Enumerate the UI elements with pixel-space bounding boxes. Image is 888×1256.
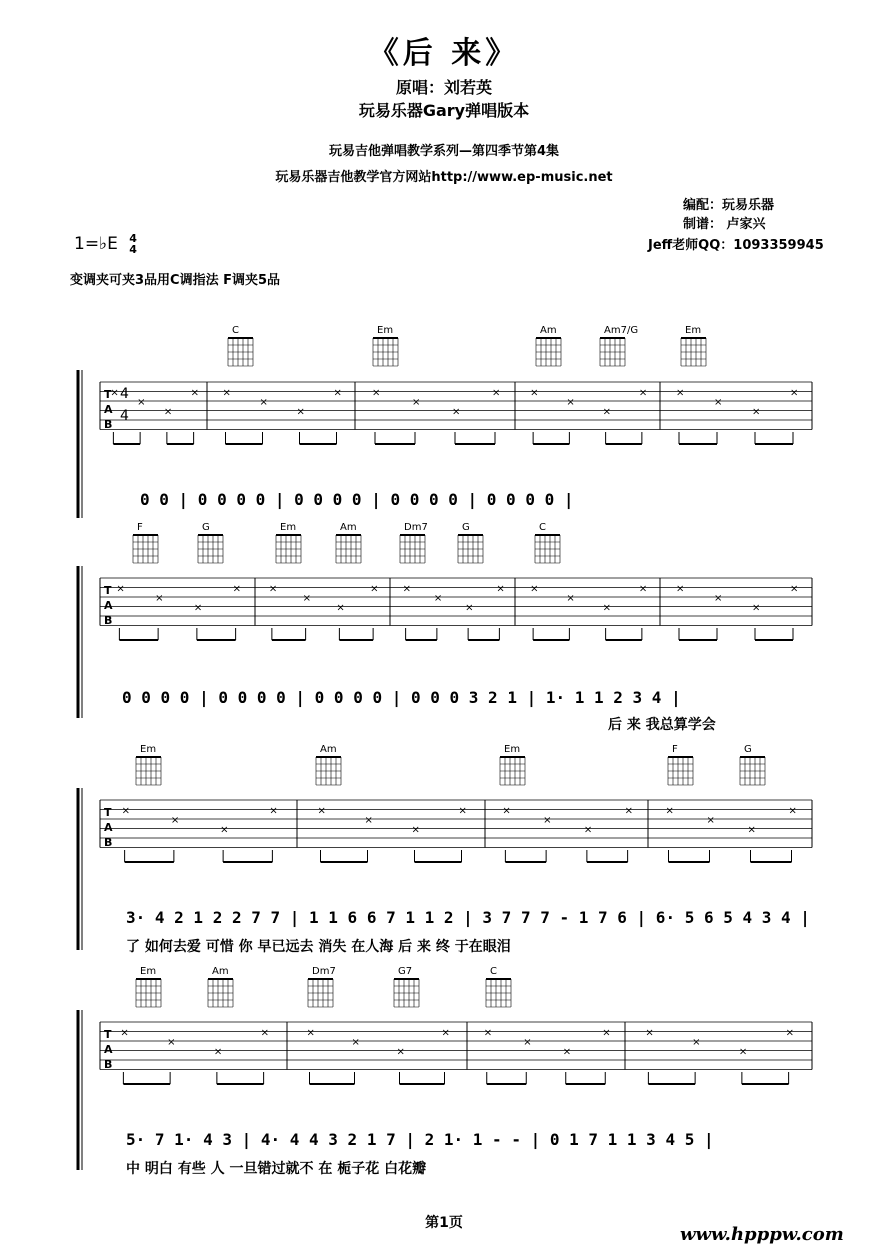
svg-text:×: ×: [530, 387, 539, 399]
teacher-contact: Jeff老师QQ：1093359945: [648, 238, 824, 253]
time-top: 4: [129, 232, 137, 245]
svg-text:×: ×: [566, 593, 575, 604]
svg-text:×: ×: [402, 583, 412, 595]
svg-text:×: ×: [137, 397, 146, 408]
svg-text:Dm7: Dm7: [404, 522, 428, 533]
svg-text:Em: Em: [377, 325, 394, 336]
svg-text:×: ×: [788, 805, 797, 817]
svg-text:Am7/G: Am7/G: [604, 325, 639, 336]
svg-text:×: ×: [502, 805, 511, 817]
svg-text:B: B: [104, 418, 113, 431]
svg-text:×: ×: [170, 815, 180, 826]
svg-text:×: ×: [752, 406, 761, 418]
svg-text:Em: Em: [504, 744, 521, 755]
system-2-numbers: 0 0 0 0 | 0 0 0 0 | 0 0 0 0 | 0 0 0 3 2 1 | 1· 1 1 2 3 4 |: [122, 688, 681, 707]
svg-text:Em: Em: [140, 744, 157, 755]
svg-text:×: ×: [351, 1037, 360, 1048]
svg-text:×: ×: [155, 593, 164, 604]
svg-text:×: ×: [566, 397, 575, 408]
svg-text:×: ×: [543, 815, 552, 826]
svg-text:×: ×: [714, 593, 723, 604]
watermark: www.hpppw.com: [680, 1224, 844, 1245]
svg-text:4: 4: [120, 408, 129, 424]
svg-text:×: ×: [396, 1046, 405, 1058]
svg-text:Am: Am: [540, 325, 557, 336]
svg-text:×: ×: [222, 387, 231, 399]
svg-text:×: ×: [452, 406, 461, 418]
svg-text:T: T: [104, 806, 112, 819]
svg-text:T: T: [104, 388, 112, 401]
svg-text:×: ×: [370, 583, 379, 595]
song-title: 《后 来》: [368, 36, 520, 71]
svg-text:×: ×: [121, 805, 131, 817]
system-3-numbers: 3· 4 2 1 2 2 7 7 | 1 1 6 6 7 1 1 2 | 3 7 7 7 - 1 7 6 | 6· 5 6 5 4 3 4 |: [126, 908, 810, 927]
svg-text:Em: Em: [140, 966, 157, 977]
svg-text:G: G: [462, 522, 470, 533]
svg-text:A: A: [104, 403, 113, 416]
svg-text:×: ×: [562, 1046, 572, 1058]
svg-text:×: ×: [441, 1027, 450, 1039]
svg-text:×: ×: [193, 602, 203, 614]
system-1-numbers: 0 0 | 0 0 0 0 | 0 0 0 0 | 0 0 0 0 | 0 0 0 0 |: [140, 490, 574, 509]
svg-text:×: ×: [120, 1027, 129, 1039]
system-3-lyrics: 了 如何去爱 可惜 你 早已远去 消失 在人海 后 来 终 于在眼泪: [126, 939, 511, 955]
svg-text:C: C: [539, 522, 546, 533]
svg-text:×: ×: [190, 387, 200, 399]
svg-text:×: ×: [269, 805, 278, 817]
svg-text:×: ×: [412, 397, 421, 408]
svg-text:×: ×: [790, 583, 799, 595]
svg-text:Am: Am: [212, 966, 229, 977]
svg-text:Am: Am: [320, 744, 337, 755]
svg-text:×: ×: [259, 397, 268, 408]
svg-text:×: ×: [336, 602, 345, 614]
website-label: 玩易乐器吉他教学官方网站http://www.ep-music.net: [275, 170, 613, 185]
svg-text:B: B: [104, 1058, 113, 1071]
svg-text:×: ×: [676, 583, 685, 595]
svg-text:×: ×: [302, 593, 312, 604]
svg-text:×: ×: [676, 387, 685, 399]
svg-text:×: ×: [213, 1046, 223, 1058]
svg-text:×: ×: [306, 1027, 315, 1039]
svg-text:×: ×: [785, 1027, 795, 1039]
capo-note: 变调夹可夹3品用C调指法 F调夹5品: [70, 273, 281, 288]
svg-text:A: A: [104, 599, 113, 612]
svg-text:T: T: [104, 1028, 112, 1041]
svg-text:×: ×: [523, 1037, 532, 1048]
svg-text:G: G: [744, 744, 752, 755]
svg-text:×: ×: [232, 583, 242, 595]
svg-text:×: ×: [530, 583, 539, 595]
system-4-lyrics: 中 明白 有些 人 一旦错过就不 在 栀子花 白花瓣: [126, 1161, 427, 1177]
svg-text:×: ×: [496, 583, 505, 595]
svg-text:×: ×: [110, 387, 119, 399]
svg-text:Am: Am: [340, 522, 357, 533]
system-2-lyrics: 后 来 我总算学会: [608, 717, 716, 733]
svg-text:×: ×: [116, 583, 125, 595]
svg-text:B: B: [104, 836, 113, 849]
svg-text:×: ×: [167, 1037, 176, 1048]
svg-text:G: G: [202, 522, 210, 533]
svg-text:×: ×: [665, 805, 674, 817]
page-number: 第1页: [425, 1215, 463, 1231]
svg-text:×: ×: [458, 805, 467, 817]
svg-text:Em: Em: [685, 325, 702, 336]
svg-text:F: F: [137, 522, 143, 533]
svg-text:T: T: [104, 584, 112, 597]
svg-text:×: ×: [492, 387, 501, 399]
original-singer: 原唱：刘若英: [395, 78, 492, 97]
svg-text:×: ×: [163, 406, 173, 418]
svg-text:B: B: [104, 614, 113, 627]
system-4-numbers: 5· 7 1· 4 3 | 4· 4 4 3 2 1 7 | 2 1· 1 - - | 0 1 7 1 1 3 4 5 |: [126, 1130, 714, 1149]
svg-text:×: ×: [638, 387, 648, 399]
transcriber-credit: 制谱： 卢家兴: [683, 217, 766, 232]
svg-text:×: ×: [692, 1037, 701, 1048]
svg-text:×: ×: [602, 602, 612, 614]
svg-text:×: ×: [602, 1027, 611, 1039]
svg-text:G7: G7: [398, 966, 413, 977]
svg-text:×: ×: [706, 815, 715, 826]
svg-text:×: ×: [364, 815, 373, 826]
svg-text:Dm7: Dm7: [312, 966, 336, 977]
svg-text:×: ×: [268, 583, 278, 595]
svg-text:×: ×: [465, 602, 474, 614]
time-bottom: 4: [129, 243, 137, 256]
svg-text:×: ×: [296, 406, 305, 418]
svg-text:4: 4: [120, 386, 129, 402]
svg-text:×: ×: [602, 406, 612, 418]
svg-text:×: ×: [333, 387, 342, 399]
svg-text:×: ×: [260, 1027, 270, 1039]
svg-text:×: ×: [752, 602, 761, 614]
svg-text:×: ×: [411, 824, 420, 836]
svg-text:×: ×: [714, 397, 723, 408]
svg-text:A: A: [104, 821, 113, 834]
svg-text:C: C: [232, 325, 239, 336]
svg-text:×: ×: [317, 805, 326, 817]
svg-text:×: ×: [624, 805, 634, 817]
svg-text:A: A: [104, 1043, 113, 1056]
svg-text:C: C: [490, 966, 497, 977]
svg-text:×: ×: [738, 1046, 748, 1058]
svg-text:×: ×: [638, 583, 648, 595]
key-label: 1=♭E: [74, 234, 118, 254]
svg-text:×: ×: [372, 387, 381, 399]
svg-text:F: F: [672, 744, 678, 755]
svg-text:Em: Em: [280, 522, 297, 533]
series-label: 玩易吉他弹唱教学系列—第四季节第4集: [328, 144, 560, 159]
svg-text:×: ×: [483, 1027, 493, 1039]
svg-text:×: ×: [220, 824, 229, 836]
arranger-credit: 编配：玩易乐器: [683, 198, 775, 213]
version-label: 玩易乐器Gary弹唱版本: [358, 101, 530, 120]
svg-text:×: ×: [790, 387, 799, 399]
svg-text:×: ×: [645, 1027, 654, 1039]
svg-text:×: ×: [747, 824, 756, 836]
svg-text:×: ×: [433, 593, 443, 604]
svg-text:×: ×: [583, 824, 593, 836]
